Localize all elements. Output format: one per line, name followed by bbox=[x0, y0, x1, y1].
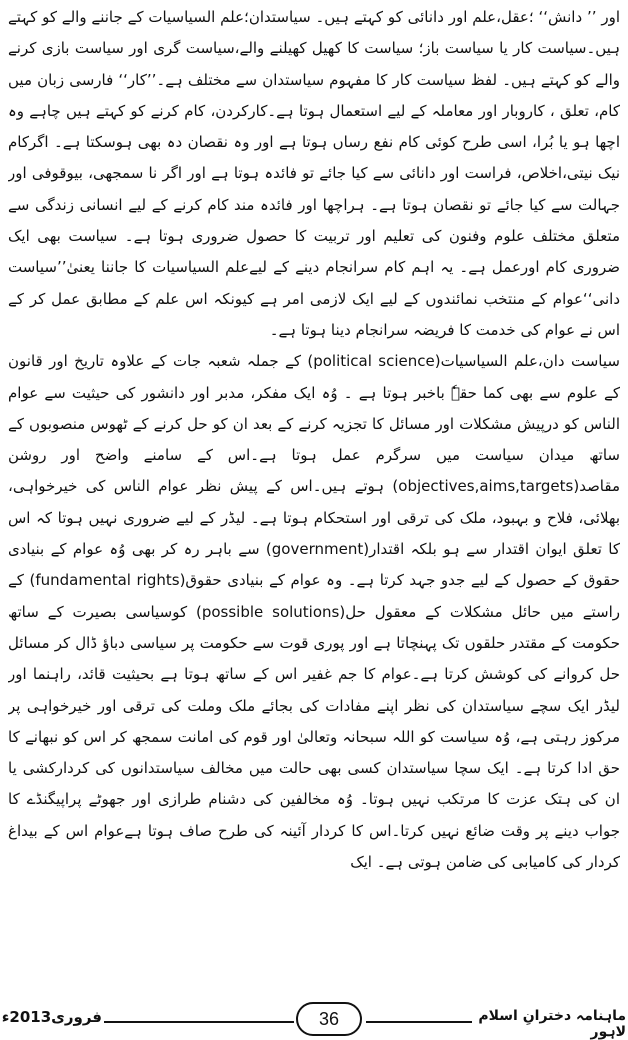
article-body bbox=[8, 2, 620, 962]
paragraph-intro: اور ’’ دانش‘‘ ؛عقل،علم اور دانائی کو کہتے ہیں۔ سیاستدان؛علم السیاسیات کے جاننے والے کو کہتے ہیں۔سیاست کار یا سیاست باز؛ سیاست کا کھیل کھیلنے والے،سیاست گری اور سیاست بازی کرنے والے کو کہتے ہیں۔ لفظ سیاست کار کا مفہوم سیاستدان سے مختلف ہے۔’’کار‘‘ فارسی زبان میں کام، تعلق ، کاروبار اور معاملہ کے لیے استعمال ہوتا ہے۔کارکردن، کام کرنے کو کہتے ہیں چاہے وہ اچھا ہو یا بُرا، اسی طرح کوئی کام نفع رساں ہوتا ہے اور وہ نقصان دہ بھی ہوسکتا ہے۔ اگرکام نیک نیتی،اخلاص، فراست اور دانائی سے کیا جائے تو فائدہ ہوتا ہے اور اگر نا سمجھی، بیوقوفی اور جہالت سے کیا جائے تو نقصان ہوتا ہے۔ ہراچھا اور فائدہ مند کام کرنے کے لیے انسانی زندگی سے متعلق مختلف علوم وفنون کی تعلیم اور تربیت کا حصول ضروری ہوتا ہے۔ سیاست بھی ایک ضروری کام اورعمل ہے۔ یہ اہم کام سرانجام دینے کے لیےعلم السیاسیات کا جاننا یعنیٰ’’سیاست دانی‘‘عوام کے منتخب نمائندوں کے لیے ایک لازمی امر ہے کیونکہ اس علم کے مطابق عمل کر کے اس نے عوام کی خدمت کا فریضہ سرانجام دینا ہوتا ہے۔ bbox=[8, 8, 620, 339]
page-number: 36 bbox=[296, 1002, 362, 1036]
paragraph-politician: سیاست دان،علم السیاسیات(political science) کے جملہ شعبہ جات کے علاوہ تاریخ اور قانون کے علوم سے بھی کما حقہٗ باخبر ہوتا ہے ۔ وُہ ایک مفکر، مدبر اور دانشور کی حیثیت سے عوام الناس کو درپیش مشکلات اور مسائل کا تجزیہ کرنے کے بعد ان کو حل کرنے کے ٹھوس منصوبوں کے ساتھ میدان سیاست میں سرگرم عمل ہوتا ہے۔اس کے سامنے واضح اور روشن مقاصد(objectives,aims,targets) ہوتے ہیں۔اس کے پیش نظر عوام الناس کی خیرخواہی، بھلائی، فلاح و بہبود، ملک کی ترقی اور استحکام ہوتا ہے۔ لیڈر کے لیے ضروری نہیں ہوتا کہ اس کا تعلق ایوان اقتدار سے ہو بلکہ اقتدار(government) سے باہر رہ کر بھی وُہ عوام کے بنیادی حقوق کے حصول کے لیے جدو جہد کرتا ہے۔ وہ عوام کے بنیادی حقوق(fundamental rights) کے راستے میں حائل مشکلات کے معقول حل(possible solutions) کوسیاسی بصیرت کے ساتھ حکومت کے مقتدر حلقوں تک پہنچاتا ہے اور پوری قوت سے حکومت پر سیاسی دباؤ ڈال کر مسائل حل کروانے کی کوشش کرتا ہے۔عوام کا جم غفیر اس کے ساتھ ہوتا ہے بحیثیت قائد، راہنما اور لیڈر ایک سچے سیاستدان کی نظر اپنے مفادات کی بجائے ملک وملت کی ترقی اور خیرخواہی پر مرکوز رہتی ہے، وُہ سیاست کو اللہ سبحانہ وتعالیٰ اور قوم کی امانت سمجھ کر اس کو نبھانے کا حق ادا کرتا ہے۔ ایک سچا سیاستدان کسی بھی حالت میں مخالف سیاستدانوں کی کردارکشی یا ان کی ہتک عزت کا مرتکب نہیں ہوتا۔ وُہ مخالفین کی دشنام طرازی اور جھوٹے پراپیگنڈے کا جواب دینے پر وقت ضائع نہیں کرتا۔اس کا کردار آئینہ کی طرح صاف ہوتا ہےعوام اس کے بیداغ کردار کی کامیابی کی ضامن ہوتی ہے۔ ایک bbox=[8, 352, 620, 872]
footer-rule-left bbox=[104, 1021, 294, 1023]
page-footer bbox=[0, 1000, 628, 1040]
footer-rule-right bbox=[366, 1021, 472, 1023]
issue-date: فروری2013ء bbox=[1, 1008, 102, 1026]
magazine-name: ماہنامہ دخترانِ اسلام لاہور bbox=[478, 1008, 626, 1040]
